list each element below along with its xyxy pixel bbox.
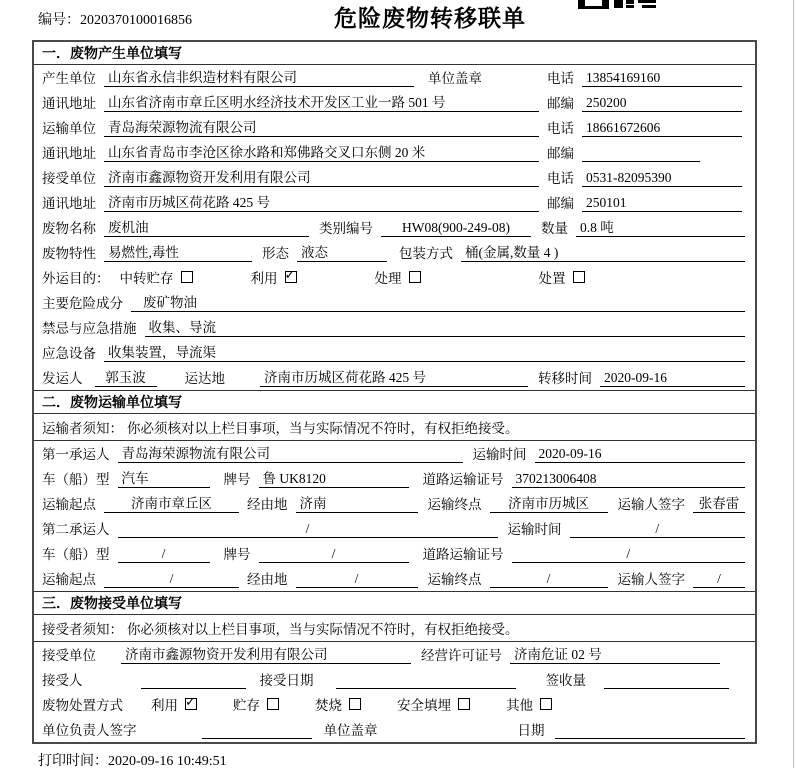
row-receiver-address xyxy=(34,190,755,215)
accept-unit-value: 济南市鑫源物资开发利用有限公司 xyxy=(121,643,411,664)
accept-date-value xyxy=(336,672,516,689)
doc-number-value: 2020370100016856 xyxy=(80,13,192,28)
license-label: 经营许可证号 xyxy=(421,648,502,663)
section2-header: 二．废物运输单位填写 xyxy=(34,391,755,414)
transport-time-label: 运输时间 xyxy=(507,522,562,537)
transfer-manifest-form xyxy=(32,40,757,744)
carrier-sign2-value: / xyxy=(693,571,745,588)
disposal-method-label: 废物处置方式 xyxy=(42,698,123,713)
plate2-value: / xyxy=(259,546,409,563)
packaging-label: 包装方式 xyxy=(399,246,453,261)
address-label: 通讯地址 xyxy=(42,196,96,211)
row-outbound-purpose xyxy=(34,265,755,290)
packaging-value: 桶(金属,数量 4 ) xyxy=(461,241,745,262)
producer-address-value: 山东省济南市章丘区明水经济技术开发区工业一路 501 号 xyxy=(104,91,539,112)
checkbox-disposal-use xyxy=(185,698,197,710)
shipper-label: 发运人 xyxy=(42,371,83,386)
transport-unit-label: 运输单位 xyxy=(42,121,96,136)
transporter-address-value: 山东省青岛市李沧区徐水路和郑佛路交叉口东侧 20 米 xyxy=(104,141,539,162)
quantity-value: 0.8 吨 xyxy=(576,216,745,237)
row-vehicle-2 xyxy=(34,541,755,566)
transport-unit-value: 青岛海荣源物流有限公司 xyxy=(104,116,539,137)
doc-number-label: 编号： xyxy=(38,13,80,28)
transfer-time-label: 转移时间 xyxy=(538,371,592,386)
row-acceptor xyxy=(34,667,755,692)
phone-label: 电话 xyxy=(547,121,574,136)
waste-name-value: 废机油 xyxy=(104,216,309,237)
carrier-sign-value: 张春雷 xyxy=(693,492,745,513)
main-hazard-value: 废矿物油 xyxy=(131,291,745,312)
print-time-value: 2020-09-16 10:49:51 xyxy=(108,754,227,769)
taboo-measures-value: 收集、导流 xyxy=(145,316,746,337)
transporter-phone-value: 18661672606 xyxy=(582,120,742,137)
option-disposal-store: 贮存 xyxy=(233,694,279,714)
category-code-label: 类别编号 xyxy=(319,221,373,236)
license-value: 济南危证 02 号 xyxy=(510,643,720,664)
first-carrier-label: 第一承运人 xyxy=(42,447,110,462)
row-second-carrier xyxy=(34,516,755,541)
origin2-value: / xyxy=(104,571,239,588)
notice-label: 接受者须知： xyxy=(42,622,123,637)
terminus2-value: / xyxy=(490,571,608,588)
sign-qty-value xyxy=(604,672,729,689)
equipment-value: 收集装置，导流渠 xyxy=(104,341,745,362)
row-vehicle-1 xyxy=(34,466,755,491)
receive-unit-value: 济南市鑫源物资开发利用有限公司 xyxy=(104,166,539,187)
manager-sign-label: 单位负责人签字 xyxy=(42,723,137,738)
option-disposal-burn: 焚烧 xyxy=(315,694,361,714)
equipment-label: 应急设备 xyxy=(42,346,96,361)
plate-value: 鲁 UK8120 xyxy=(259,467,409,488)
first-carrier-value: 青岛海荣源物流有限公司 xyxy=(118,442,463,463)
row-manager-sign xyxy=(34,717,755,742)
outbound-purpose-label: 外运目的： xyxy=(42,271,110,286)
checkbox-dispose xyxy=(573,271,585,283)
unit-seal-label: 单位盖章 xyxy=(323,723,378,738)
zip-label: 邮编 xyxy=(547,196,574,211)
via-value: 济南 xyxy=(296,492,418,513)
checkbox-disposal-other xyxy=(540,698,552,710)
manager-sign-value xyxy=(202,722,312,739)
transport-time2-value: / xyxy=(570,521,746,538)
origin-value: 济南市章丘区 xyxy=(104,492,239,513)
row-disposal-method xyxy=(34,692,755,717)
transfer-date-value: 2020-09-16 xyxy=(600,370,745,387)
carrier-sign-label: 运输人签字 xyxy=(617,572,685,587)
second-carrier-label: 第二承运人 xyxy=(42,522,110,537)
main-hazard-label: 主要危险成分 xyxy=(42,296,123,311)
quantity-label: 数量 xyxy=(541,221,568,236)
acceptor-value xyxy=(141,672,246,689)
waste-name-label: 废物名称 xyxy=(42,221,96,236)
phone-label: 电话 xyxy=(547,71,574,86)
address-label: 通讯地址 xyxy=(42,96,96,111)
notice-text: 你必须核对以上栏目事项，当与实际情况不符时，有权拒绝接受。 xyxy=(127,622,519,637)
row-waste-name xyxy=(34,215,755,240)
receiver-notice xyxy=(34,615,755,642)
terminus-value: 济南市历城区 xyxy=(490,492,608,513)
origin-label: 运输起点 xyxy=(42,572,96,587)
section1-header: 一．废物产生单位填写 xyxy=(34,42,755,65)
section3-header: 三．废物接受单位填写 xyxy=(34,592,755,615)
option-disposal-landfill: 安全填埋 xyxy=(397,694,470,714)
option-treat: 处理 xyxy=(375,267,421,287)
page-right-edge xyxy=(793,0,794,768)
row-first-carrier xyxy=(34,441,755,466)
transport-time-label: 运输时间 xyxy=(472,447,527,462)
date-value xyxy=(555,722,746,739)
row-main-hazard xyxy=(34,290,755,315)
checkbox-transfer-store xyxy=(181,271,193,283)
acceptor-label: 接受人 xyxy=(42,673,83,688)
producer-zip-value: 250200 xyxy=(582,95,742,112)
accept-unit-label: 接受单位 xyxy=(42,648,96,663)
row-shipper xyxy=(34,365,755,390)
notice-text: 你必须核对以上栏目事项，当与实际情况不符时，有权拒绝接受。 xyxy=(127,421,519,436)
receiver-zip-value: 250101 xyxy=(582,195,742,212)
category-code-value: HW08(900-249-08) xyxy=(381,220,531,237)
checkbox-disposal-landfill xyxy=(458,698,470,710)
row-emergency-equipment xyxy=(34,340,755,365)
zip-label: 邮编 xyxy=(547,96,574,111)
phone-label: 电话 xyxy=(547,171,574,186)
section-transporter xyxy=(34,390,755,591)
road-permit-label: 道路运输证号 xyxy=(422,547,504,562)
row-waste-traits xyxy=(34,240,755,265)
terminus-label: 运输终点 xyxy=(427,572,482,587)
zip-label: 邮编 xyxy=(547,146,574,161)
plate-label: 牌号 xyxy=(223,472,251,487)
row-producer-unit xyxy=(34,65,755,90)
producer-unit-value: 山东省永信非织造材料有限公司 xyxy=(104,66,414,87)
producer-unit-label: 产生单位 xyxy=(42,71,96,86)
row-producer-address xyxy=(34,90,755,115)
road-permit-value: 370213006408 xyxy=(512,471,746,488)
destination-value: 济南市历城区荷花路 425 号 xyxy=(260,366,528,387)
via-label: 经由地 xyxy=(247,497,288,512)
option-use: 利用 ✓ xyxy=(251,267,297,287)
notice-label: 运输者须知： xyxy=(42,421,123,436)
checkbox-treat xyxy=(409,271,421,283)
option-transfer-store: 中转贮存 xyxy=(120,267,193,287)
plate-label: 牌号 xyxy=(223,547,251,562)
road-permit2-value: / xyxy=(512,546,746,563)
section-receiver xyxy=(34,591,755,742)
sign-qty-label: 签收量 xyxy=(545,673,586,688)
road-permit-label: 道路运输证号 xyxy=(422,472,504,487)
origin-label: 运输起点 xyxy=(42,497,96,512)
destination-label: 运达地 xyxy=(184,371,225,386)
qr-finder-pattern xyxy=(578,0,609,9)
option-disposal-other: 其他 xyxy=(506,694,552,714)
row-taboo-measures xyxy=(34,315,755,340)
second-carrier-value: / xyxy=(118,521,498,538)
date-label: 日期 xyxy=(517,723,545,738)
option-disposal-use: 利用 ✓ xyxy=(151,694,197,714)
vehicle-type2-value: / xyxy=(118,546,210,563)
seal-label: 单位盖章 xyxy=(428,71,482,86)
checkbox-disposal-burn xyxy=(349,698,361,710)
section-producer xyxy=(34,42,755,390)
receiver-address-value: 济南市历城区荷花路 425 号 xyxy=(104,191,539,212)
via2-value: / xyxy=(296,571,418,588)
via-label: 经由地 xyxy=(247,572,288,587)
producer-phone-value: 13854169160 xyxy=(582,70,742,87)
transporter-zip-value xyxy=(582,145,700,162)
form-label: 形态 xyxy=(262,246,289,261)
shipper-value: 郭玉波 xyxy=(95,366,157,387)
form-value: 液态 xyxy=(297,241,387,262)
transport-time-value: 2020-09-16 xyxy=(535,446,746,463)
terminus-label: 运输终点 xyxy=(427,497,482,512)
carrier-sign-label: 运输人签字 xyxy=(617,497,685,512)
accept-date-label: 接受日期 xyxy=(259,673,314,688)
address-label: 通讯地址 xyxy=(42,146,96,161)
print-time xyxy=(38,750,227,770)
print-time-label: 打印时间： xyxy=(38,754,108,769)
vehicle-type-label: 车（船）型 xyxy=(42,547,110,562)
row-transport-unit xyxy=(34,115,755,140)
page-title: 危险废物转移联单 xyxy=(334,5,526,31)
checkbox-disposal-store xyxy=(267,698,279,710)
transporter-notice xyxy=(34,414,755,441)
option-dispose: 处置 xyxy=(539,267,585,287)
row-transporter-address xyxy=(34,140,755,165)
vehicle-type-value: 汽车 xyxy=(118,467,210,488)
receive-unit-label: 接受单位 xyxy=(42,171,96,186)
doc-number xyxy=(38,9,192,29)
row-route-1 xyxy=(34,491,755,516)
row-accept-unit xyxy=(34,642,755,667)
qr-code-fragment xyxy=(578,0,658,10)
waste-traits-label: 废物特性 xyxy=(42,246,96,261)
waste-traits-value: 易燃性,毒性 xyxy=(104,241,252,262)
row-route-2 xyxy=(34,566,755,591)
taboo-measures-label: 禁忌与应急措施 xyxy=(42,321,137,336)
row-receive-unit xyxy=(34,165,755,190)
checkbox-use xyxy=(285,271,297,283)
receiver-phone-value: 0531-82095390 xyxy=(582,170,742,187)
vehicle-type-label: 车（船）型 xyxy=(42,472,110,487)
